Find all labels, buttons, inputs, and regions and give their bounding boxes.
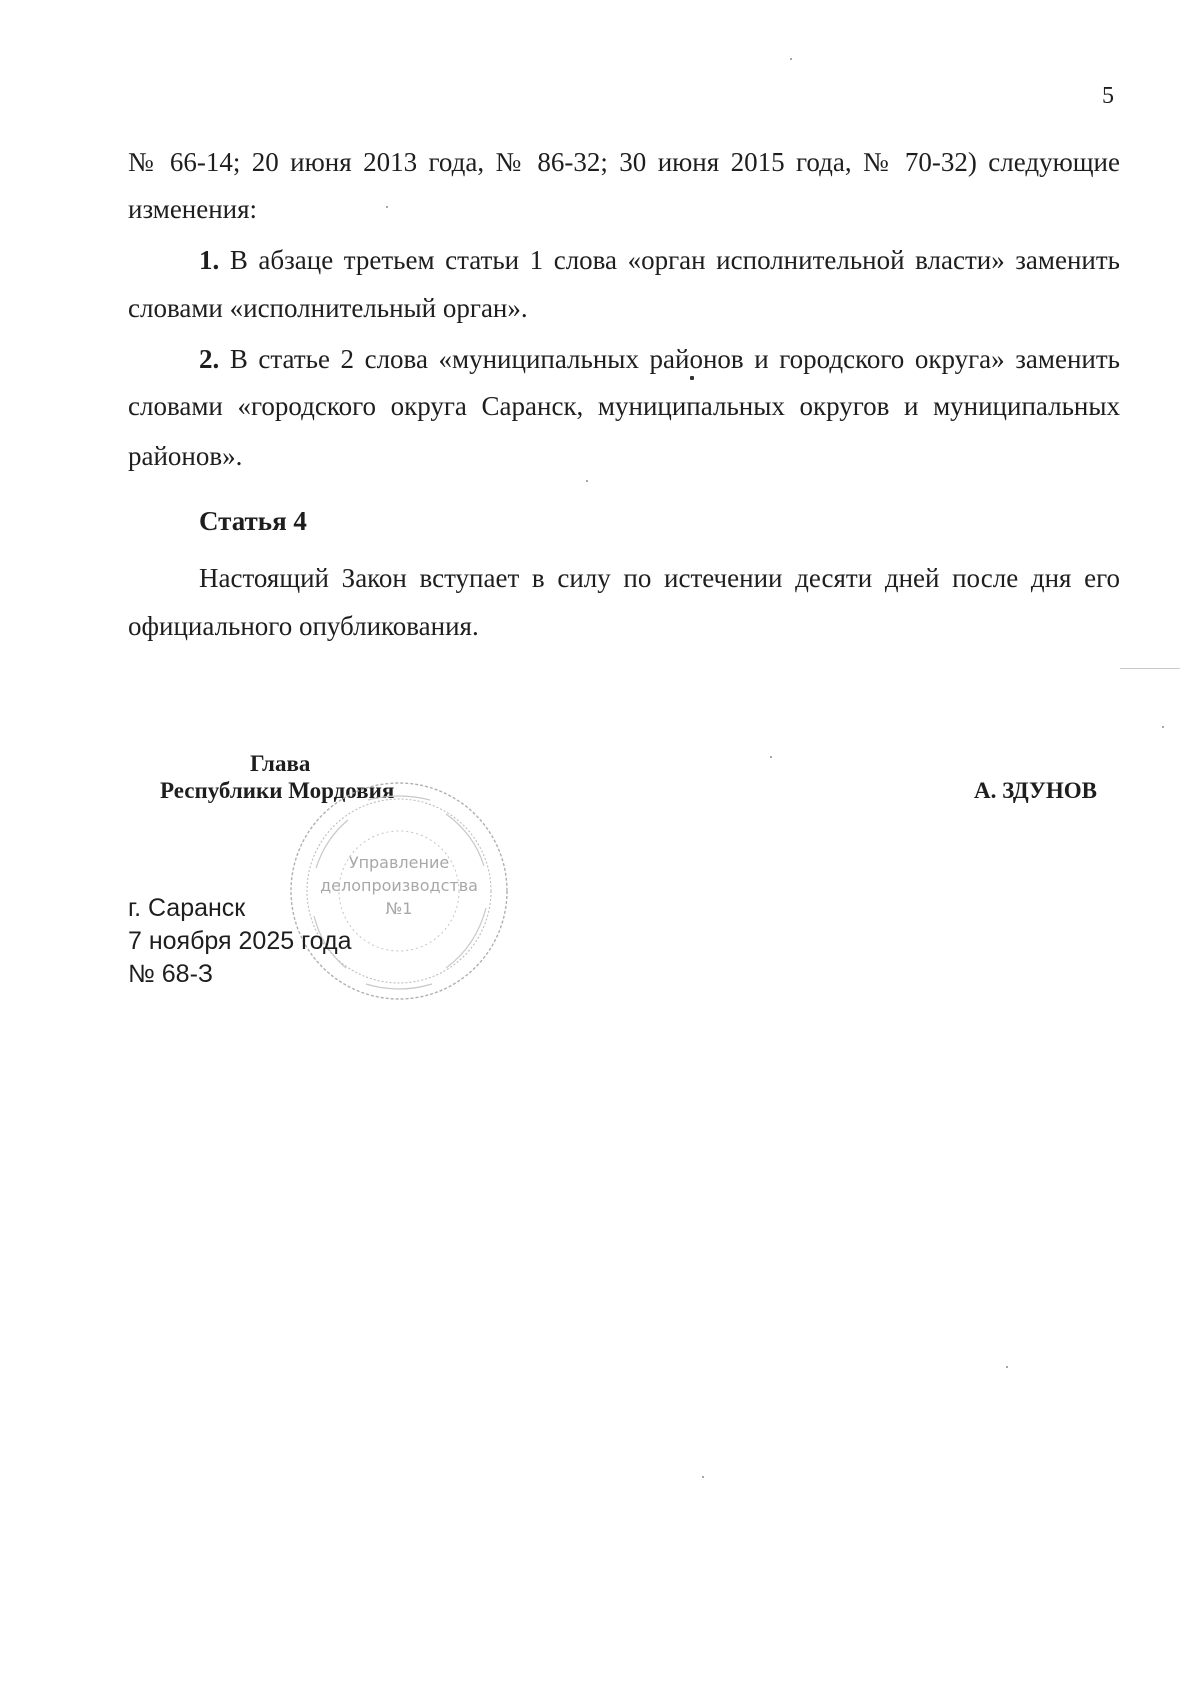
article-4-heading: Статья 4 (199, 506, 307, 536)
amendment-item-2-text: В статье 2 слова «муниципальных районов и городского округа» заменить (219, 344, 1120, 374)
scan-speck (586, 480, 588, 482)
stamp-text-1: Управление (348, 853, 450, 872)
amendment-item-1-line-1 (199, 244, 1120, 276)
article-4-line-1: Настоящий Закон вступает в силу по истечении десяти дней после дня его (199, 563, 1120, 593)
amendment-item-1-marker: 1. (199, 245, 220, 275)
amendment-item-1-line-2: словами «исполнительный орган». (128, 293, 528, 323)
scan-speck (1120, 668, 1180, 669)
scan-speck (690, 376, 694, 380)
body-line-1: № 66-14; 20 июня 2013 года, № 86-32; 30 июня 2015 года, № 70-32) следующие (128, 147, 1120, 177)
scan-speck (1162, 726, 1164, 728)
stamp-text-2: делопроизводства (320, 876, 478, 895)
scan-speck (386, 206, 388, 208)
scan-speck (702, 1476, 704, 1478)
signature-title-line-2: Республики Мордовия (160, 778, 395, 803)
city: г. Саранск (128, 894, 246, 922)
page-number: 5 (1102, 83, 1114, 109)
stamp (286, 778, 512, 1004)
signature-title-line-1: Глава (250, 751, 311, 776)
signatory-name: А. ЗДУНОВ (974, 778, 1097, 803)
date: 7 ноября 2025 года (128, 927, 352, 955)
scan-speck (790, 58, 792, 60)
article-4-line-2: официального опубликования. (128, 611, 479, 641)
scan-speck (1006, 1366, 1008, 1368)
stamp-text-3: №1 (385, 899, 413, 918)
amendment-item-2-line-3: районов». (128, 441, 243, 471)
body-line-2: изменения: (128, 194, 258, 224)
amendment-item-2-marker: 2. (199, 344, 220, 374)
scan-speck (770, 756, 772, 758)
amendment-item-2-line-1 (199, 343, 1120, 375)
amendment-item-2-line-2: словами «городского округа Саранск, муниципальных округов и муниципальных (128, 391, 1120, 421)
amendment-item-1-text: В абзаце третьем статьи 1 слова «орган исполнительной власти» заменить (219, 245, 1120, 275)
law-number: № 68-З (128, 960, 213, 988)
